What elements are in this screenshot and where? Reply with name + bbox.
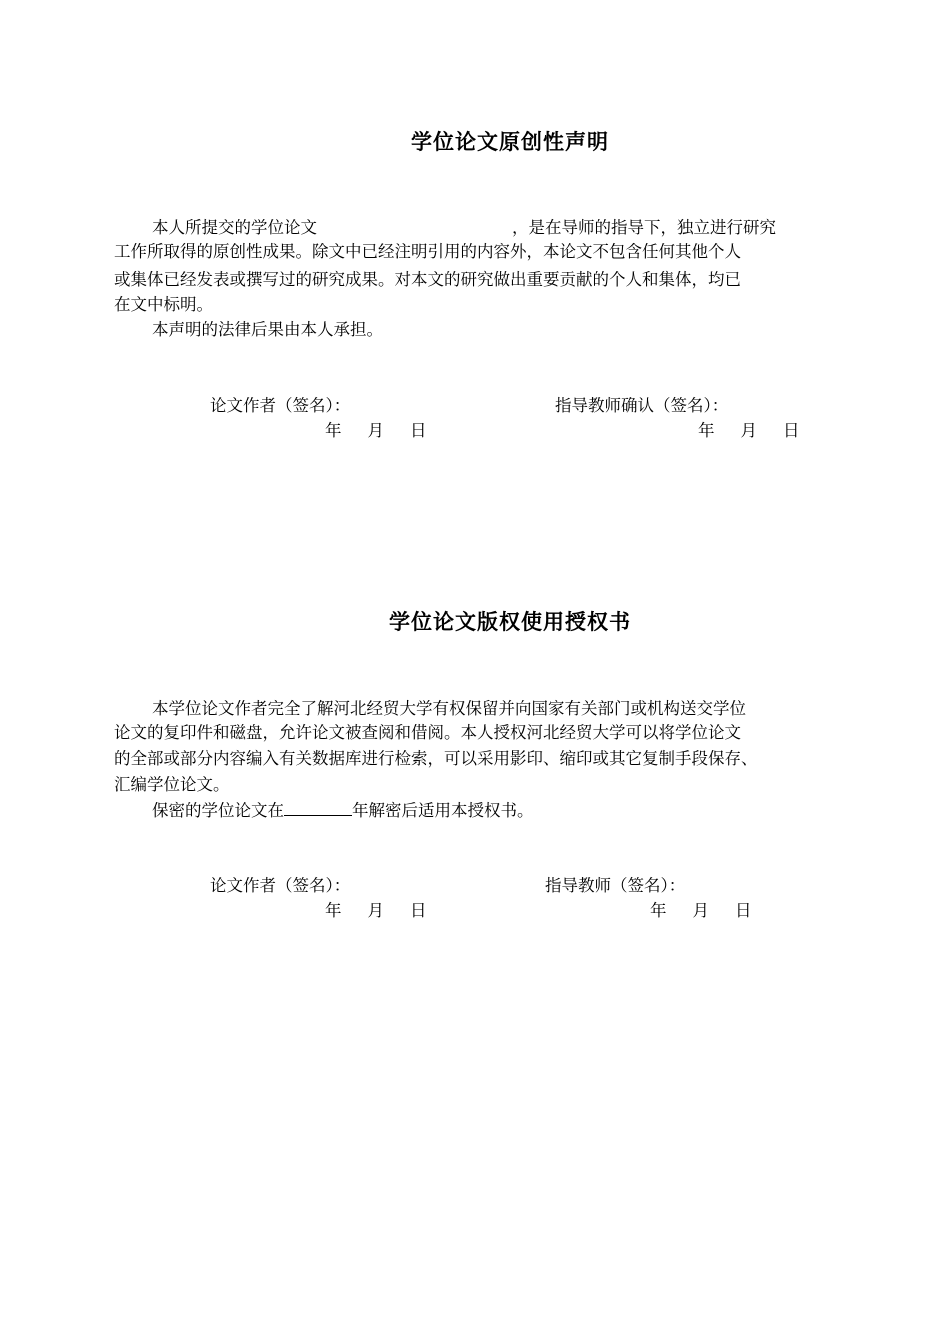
authorization-p2	[152, 799, 534, 823]
declaration-p1-line3: 或集体已经发表或撰写过的研究成果。对本文的研究做出重要贡献的个人和集体，均已	[114, 270, 741, 289]
secrecy-years-blank	[284, 799, 352, 816]
declaration-advisor-signature: 指导教师确认（签名）：	[555, 396, 729, 415]
declaration-p1-line4: 在文中标明。	[114, 295, 213, 314]
authorization-advisor-date	[650, 899, 752, 923]
declaration-p1-line1-start: 本人所提交的学位论文	[152, 218, 317, 237]
authorization-title: 学位论文版权使用授权书	[389, 610, 631, 634]
declaration-p1-line1-end: ，是在导师的指导下，独立进行研究	[512, 218, 776, 237]
authorization-advisor-signature: 指导教师（签名）：	[545, 876, 686, 895]
authorization-p1-line3: 的全部或部分内容编入有关数据库进行检索，可以采用影印、缩印或其它复制手段保存、	[114, 749, 758, 768]
date-year: 年	[325, 901, 342, 920]
date-year: 年	[650, 901, 667, 920]
date-month: 月	[740, 421, 757, 440]
authorization-p1-line2: 论文的复印件和磁盘，允许论文被查阅和借阅。本人授权河北经贸大学可以将学位论文	[114, 723, 741, 742]
declaration-p2: 本声明的法律后果由本人承担。	[152, 320, 383, 339]
declaration-advisor-date	[698, 419, 800, 443]
declaration-author-signature: 论文作者（签名）：	[210, 396, 351, 415]
declaration-title: 学位论文原创性声明	[411, 130, 609, 154]
date-day: 日	[410, 421, 427, 440]
declaration-p1-line1	[152, 216, 776, 240]
date-day: 日	[410, 901, 427, 920]
date-month: 月	[367, 901, 384, 920]
authorization-p2-end: 年解密后适用本授权书。	[352, 801, 534, 820]
date-month: 月	[692, 901, 709, 920]
date-day: 日	[783, 421, 800, 440]
authorization-author-signature: 论文作者（签名）：	[210, 876, 351, 895]
authorization-author-date	[325, 899, 427, 923]
date-year: 年	[698, 421, 715, 440]
date-year: 年	[325, 421, 342, 440]
declaration-p1-line2: 工作所取得的原创性成果。除文中已经注明引用的内容外，本论文不包含任何其他个人	[114, 242, 741, 261]
date-day: 日	[735, 901, 752, 920]
date-month: 月	[367, 421, 384, 440]
authorization-p1-line1: 本学位论文作者完全了解河北经贸大学有权保留并向国家有关部门或机构送交学位	[152, 699, 746, 718]
authorization-p2-start: 保密的学位论文在	[152, 801, 284, 820]
authorization-p1-line4: 汇编学位论文。	[114, 775, 230, 794]
declaration-author-date	[325, 419, 427, 443]
